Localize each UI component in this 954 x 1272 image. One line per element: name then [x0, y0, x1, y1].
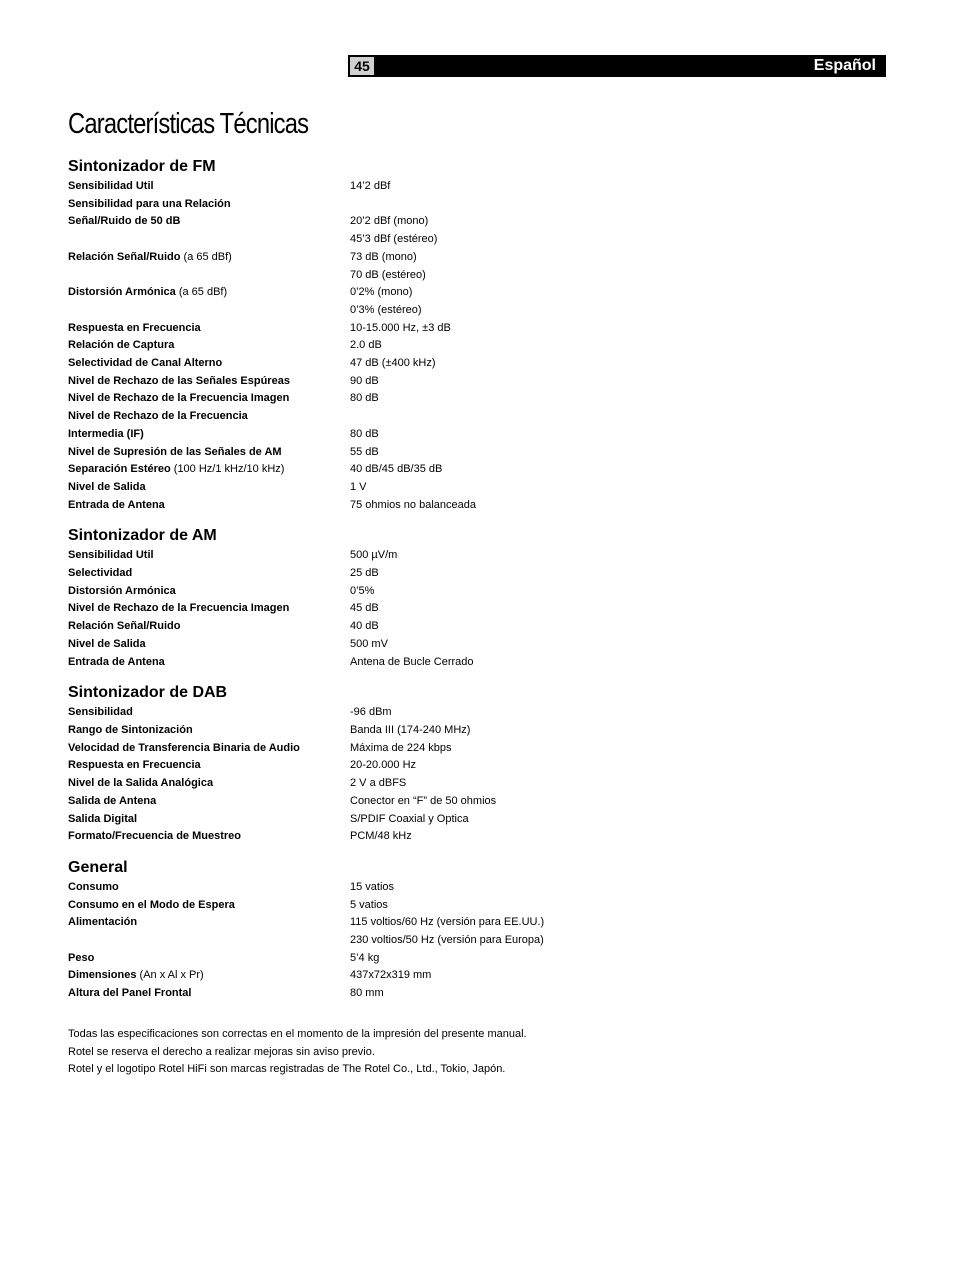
spec-value: Máxima de 224 kbps: [350, 741, 452, 754]
spec-value: 40 dB/45 dB/35 dB: [350, 463, 443, 476]
spec-section: [68, 857, 888, 1003]
spec-value: 40 dB: [350, 620, 379, 633]
spec-label-text: Nivel de Salida: [68, 480, 146, 493]
spec-row: [68, 740, 888, 758]
spec-row: [68, 213, 888, 231]
spec-label: [68, 932, 350, 950]
spec-row: [68, 897, 888, 915]
spec-row: [68, 284, 888, 302]
spec-label: [68, 565, 350, 583]
section-heading: General: [68, 858, 128, 876]
spec-label: [68, 583, 350, 601]
spec-label-text: Consumo: [68, 880, 119, 893]
spec-row: [68, 479, 888, 497]
spec-label-text: Altura del Panel Frontal: [68, 987, 192, 1000]
spec-row: [68, 811, 888, 829]
spec-value: 80 dB: [350, 392, 379, 405]
spec-label: [68, 967, 350, 985]
spec-label: [68, 408, 350, 426]
spec-label: [68, 654, 350, 672]
spec-label-text: Nivel de Rechazo de las Señales Espúreas: [68, 374, 290, 387]
spec-label: [68, 600, 350, 618]
spec-label-text: Rango de Sintonización: [68, 723, 193, 736]
spec-value: 115 voltios/60 Hz (versión para EE.UU.): [350, 916, 545, 929]
spec-row: [68, 390, 888, 408]
spec-row: [68, 178, 888, 196]
spec-label: [68, 740, 350, 758]
spec-row: [68, 461, 888, 479]
spec-label: [68, 897, 350, 915]
spec-label: [68, 775, 350, 793]
spec-row: [68, 373, 888, 391]
spec-value: 2.0 dB: [350, 339, 382, 352]
spec-value: 500 µV/m: [350, 549, 398, 562]
spec-label: [68, 828, 350, 846]
spec-value: 55 dB: [350, 445, 379, 458]
spec-label-text: Distorsión Armónica: [68, 584, 176, 597]
spec-row: [68, 231, 888, 249]
spec-value: 2 V a dBFS: [350, 777, 407, 790]
spec-label-text: Selectividad de Canal Alterno: [68, 357, 223, 370]
spec-value: 0’2% (mono): [350, 286, 413, 299]
spec-label: [68, 196, 350, 214]
spec-value: 75 ohmios no balanceada: [350, 498, 476, 511]
spec-value: 20’2 dBf (mono): [350, 215, 429, 228]
spec-row: [68, 426, 888, 444]
spec-row: [68, 267, 888, 285]
spec-label-text: Sensibilidad para una Relación: [68, 197, 231, 210]
spec-row: [68, 618, 888, 636]
spec-label-text: Distorsión Armónica: [68, 286, 176, 299]
spec-label-text: Intermedia (IF): [68, 427, 144, 440]
spec-value: 45 dB: [350, 602, 379, 615]
page-number: 45: [350, 57, 374, 75]
spec-label-note: (a 65 dBf): [175, 286, 228, 299]
spec-label-text: Respuesta en Frecuencia: [68, 321, 201, 334]
spec-label: [68, 178, 350, 196]
spec-label: [68, 390, 350, 408]
spec-label-text: Nivel de Salida: [68, 637, 146, 650]
spec-label-text: Consumo en el Modo de Espera: [68, 898, 235, 911]
spec-label: [68, 618, 350, 636]
spec-value: 73 dB (mono): [350, 250, 417, 263]
spec-label-note: (a 65 dBf): [180, 250, 232, 263]
spec-section: [68, 156, 888, 514]
spec-row: [68, 704, 888, 722]
spec-row: [68, 757, 888, 775]
spec-value: -96 dBm: [350, 706, 392, 719]
footnote-line: Rotel y el logotipo Rotel HiFi son marcas registradas de The Rotel Co., Ltd., Tokio, Japón.: [68, 1063, 506, 1076]
spec-value: 15 vatios: [350, 880, 395, 893]
spec-label: [68, 302, 350, 320]
spec-label-text: Sensibilidad Util: [68, 180, 154, 192]
spec-value: [350, 196, 888, 214]
spec-value: 25 dB: [350, 567, 379, 580]
spec-row: [68, 828, 888, 846]
spec-row: [68, 337, 888, 355]
spec-value: 90 dB: [350, 374, 379, 387]
spec-value: 0’5%: [350, 584, 375, 597]
spec-row: [68, 355, 888, 373]
spec-label: [68, 426, 350, 444]
spec-row: [68, 408, 888, 426]
spec-label-text: Separación Estéreo: [68, 463, 171, 476]
spec-label: [68, 793, 350, 811]
footnote-line: Todas las especificaciones son correctas en el momento de la impresión del presente manual.: [68, 1028, 527, 1040]
spec-label: [68, 267, 350, 285]
spec-label-text: Sensibilidad: [68, 706, 133, 719]
spec-label-text: Entrada de Antena: [68, 655, 165, 668]
spec-label: [68, 704, 350, 722]
spec-row: [68, 565, 888, 583]
spec-label: [68, 479, 350, 497]
spec-label: [68, 231, 350, 249]
spec-row: [68, 249, 888, 267]
spec-row: [68, 793, 888, 811]
spec-row: [68, 967, 888, 985]
spec-label: [68, 213, 350, 231]
spec-label: [68, 461, 350, 479]
spec-value: 437x72x319 mm: [350, 969, 432, 982]
spec-section: [68, 525, 888, 671]
spec-label-text: Formato/Frecuencia de Muestreo: [68, 830, 241, 843]
spec-label: [68, 811, 350, 829]
spec-value: 10-15.000 Hz, ±3 dB: [350, 321, 451, 334]
spec-value: [350, 408, 888, 426]
spec-label-text: Salida Digital: [68, 812, 138, 825]
spec-label-text: Relación Señal/Ruido: [68, 620, 181, 633]
spec-label: [68, 337, 350, 355]
section-heading: Sintonizador de FM: [68, 158, 216, 175]
spec-row: [68, 914, 888, 932]
spec-label-text: Nivel de Supresión de las Señales de AM: [68, 445, 282, 458]
spec-label: [68, 636, 350, 654]
spec-label-text: Velocidad de Transferencia Binaria de Audio: [68, 741, 300, 754]
spec-label: [68, 320, 350, 338]
spec-label-text: Relación Señal/Ruido: [68, 250, 181, 263]
spec-row: [68, 985, 888, 1003]
spec-label-text: Dimensiones: [68, 969, 137, 982]
spec-label: [68, 284, 350, 302]
spec-row: [68, 950, 888, 968]
spec-label-text: Relación de Captura: [68, 339, 175, 352]
spec-row: [68, 654, 888, 672]
spec-value: Antena de Bucle Cerrado: [350, 655, 474, 668]
spec-label: [68, 722, 350, 740]
spec-label: [68, 547, 350, 565]
spec-value: 230 voltios/50 Hz (versión para Europa): [350, 934, 544, 947]
spec-label-text: Peso: [68, 951, 95, 964]
spec-label: [68, 879, 350, 897]
spec-label-note: (An x Al x Pr): [136, 969, 204, 982]
spec-value: 5 vatios: [350, 898, 388, 911]
spec-label-text: Respuesta en Frecuencia: [68, 759, 201, 772]
spec-value: 70 dB (estéreo): [350, 268, 426, 281]
footnote-line: Rotel se reserva el derecho a realizar mejoras sin aviso previo.: [68, 1045, 375, 1058]
page-title: Características Técnicas: [68, 108, 309, 140]
spec-value: 0’3% (estéreo): [350, 303, 422, 316]
spec-label-text: Alimentación: [68, 916, 138, 929]
spec-row: [68, 600, 888, 618]
spec-value: 500 mV: [350, 637, 388, 650]
page-header-bar: [348, 55, 886, 77]
spec-value: 5’4 kg: [350, 951, 380, 964]
spec-value: 1 V: [350, 480, 367, 493]
spec-label-text: Señal/Ruido de 50 dB: [68, 215, 181, 228]
spec-label-text: Salida de Antena: [68, 794, 157, 807]
spec-label: [68, 757, 350, 775]
spec-row: [68, 196, 888, 214]
spec-value: 80 dB: [350, 427, 379, 440]
spec-value: Conector en “F” de 50 ohmios: [350, 794, 497, 807]
spec-label: [68, 355, 350, 373]
spec-section: [68, 682, 888, 846]
spec-content: [68, 156, 888, 1014]
spec-row: [68, 547, 888, 565]
spec-value: 80 mm: [350, 987, 384, 1000]
spec-value: 45’3 dBf (estéreo): [350, 233, 438, 246]
spec-value: Banda III (174-240 MHz): [350, 723, 471, 736]
spec-value: 47 dB (±400 kHz): [350, 357, 436, 370]
section-heading: Sintonizador de DAB: [68, 684, 228, 702]
spec-label: [68, 497, 350, 515]
spec-label-text: Nivel de Rechazo de la Frecuencia: [68, 410, 248, 423]
spec-label: [68, 444, 350, 462]
spec-row: [68, 879, 888, 897]
spec-value: 14’2 dBf: [350, 180, 391, 192]
spec-row: [68, 775, 888, 793]
section-heading: Sintonizador de AM: [68, 527, 217, 545]
spec-label-text: Nivel de Rechazo de la Frecuencia Imagen: [68, 392, 290, 405]
language-label: Español: [813, 57, 876, 74]
spec-label-text: Entrada de Antena: [68, 498, 165, 511]
spec-label: [68, 249, 350, 267]
spec-label: [68, 914, 350, 932]
spec-value: 20-20.000 Hz: [350, 759, 417, 772]
footnotes: [68, 1026, 527, 1079]
spec-row: [68, 583, 888, 601]
spec-label: [68, 950, 350, 968]
spec-value: PCM/48 kHz: [350, 830, 412, 843]
spec-row: [68, 302, 888, 320]
spec-label-text: Selectividad: [68, 567, 133, 580]
spec-label-text: Nivel de Rechazo de la Frecuencia Imagen: [68, 602, 290, 615]
spec-row: [68, 636, 888, 654]
spec-row: [68, 444, 888, 462]
spec-label: [68, 985, 350, 1003]
spec-row: [68, 932, 888, 950]
spec-label: [68, 373, 350, 391]
spec-label-text: Nivel de la Salida Analógica: [68, 777, 214, 790]
spec-row: [68, 320, 888, 338]
spec-value: S/PDIF Coaxial y Optica: [350, 812, 469, 825]
spec-label-note: (100 Hz/1 kHz/10 kHz): [170, 463, 285, 476]
spec-row: [68, 722, 888, 740]
spec-label-text: Sensibilidad Util: [68, 549, 154, 562]
spec-row: [68, 497, 888, 515]
